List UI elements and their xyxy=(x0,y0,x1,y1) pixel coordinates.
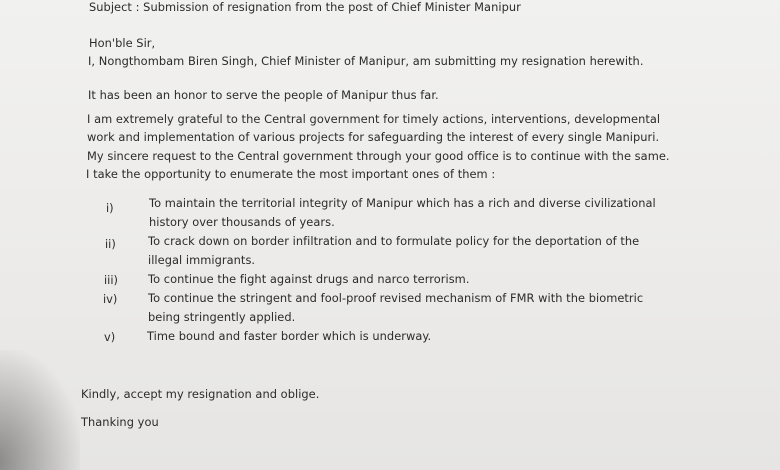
intro-paragraph: I, Nongthombam Biren Singh, Chief Minister of Manipur, am submitting my resignation herewith. xyxy=(88,54,644,68)
list-item-text: To maintain the territorial integrity of Manipur which has a rich and diverse civilizational xyxy=(149,196,656,210)
grateful-line-3: My sincere request to the Central government through your good office is to continue with the same. xyxy=(87,149,670,163)
list-item-text: illegal immigrants. xyxy=(148,253,256,267)
photo-shadow xyxy=(0,350,80,470)
list-item-text: Time bound and faster border which is underway. xyxy=(147,329,432,343)
list-item-text: being stringently applied. xyxy=(148,310,296,324)
list-item-number: i) xyxy=(106,201,114,215)
thanks-line: Thanking you xyxy=(81,415,159,429)
salutation: Hon'ble Sir, xyxy=(89,36,156,50)
list-item-text: To continue the fight against drugs and narco terrorism. xyxy=(148,272,470,286)
grateful-line-1: I am extremely grateful to the Central government for timely actions, interventions, developmental xyxy=(87,112,661,126)
list-item-number: ii) xyxy=(105,237,116,251)
list-item-text: To continue the stringent and fool-proof revised mechanism of FMR with the biometric xyxy=(148,291,644,305)
grateful-line-2: work and implementation of various projects for safeguarding the interest of every single Manipuri. xyxy=(87,130,660,144)
list-item-text: history over thousands of years. xyxy=(149,215,335,229)
list-item-number: iv) xyxy=(103,292,118,306)
list-item-number: v) xyxy=(104,330,116,344)
honor-paragraph: It has been an honor to serve the people of Manipur thus far. xyxy=(88,88,439,102)
list-item-number: iii) xyxy=(104,273,118,287)
grateful-line-4: I take the opportunity to enumerate the most important ones of them : xyxy=(86,167,496,181)
subject-line: Subject : Submission of resignation from the post of Chief Minister Manipur xyxy=(89,0,521,14)
closing-line: Kindly, accept my resignation and oblige. xyxy=(81,387,320,401)
list-item-text: To crack down on border infiltration and to formulate policy for the deportation of the xyxy=(148,234,640,248)
